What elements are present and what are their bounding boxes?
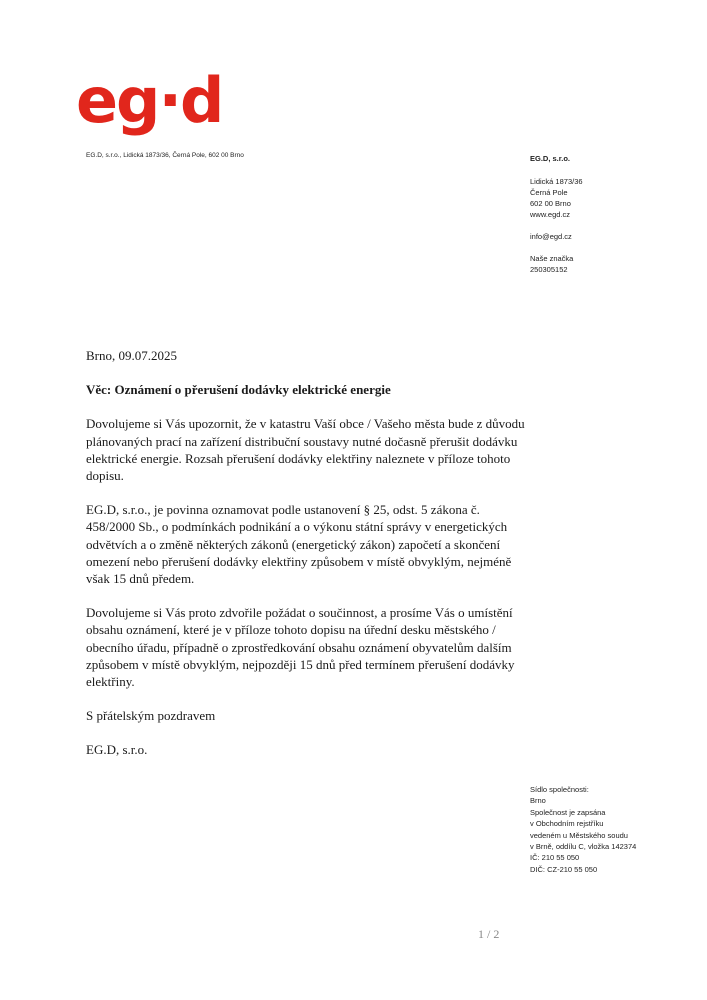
letter-signature: EG.D, s.r.o. — [86, 742, 148, 758]
letter-paragraph: EG.D, s.r.o., je povinna oznamovat podle ustanovení § 25, odst. 5 zákona č. 458/2000 Sb., o podmínkách podnikání a o výkonu státní správy v energetických odvětvích a o změně některých zákonů (energetický zákon) započetí a skončení omezení nebo přerušení dodávky elektřiny způsobem v místě obvyklým, nejméně však 15 dnů předem. — [86, 502, 512, 587]
reference-value: 250305152 — [530, 265, 568, 274]
logo-text-d: d — [180, 64, 223, 137]
logo-text-eg: eg — [76, 64, 159, 137]
contact-block — [530, 153, 680, 275]
letter-date: Brno, 09.07.2025 — [86, 348, 177, 363]
contact-web: www.egd.cz — [530, 210, 571, 219]
registration-dic: DIČ: CZ-210 55 050 — [530, 864, 598, 874]
registration-city: Brno — [530, 796, 546, 806]
reference-label: Naše značka — [530, 254, 574, 263]
contact-email: info@egd.cz — [530, 232, 572, 241]
registration-block — [530, 784, 690, 875]
registration-ico: IČ: 210 55 050 — [530, 853, 580, 863]
contact-city: 602 00 Brno — [530, 199, 571, 208]
letter-subject: Věc: Oznámení o přerušení dodávky elektrické energie — [86, 382, 391, 398]
registration-line: vedeném u Městského soudu — [530, 830, 628, 840]
letter-closing: S přátelským pozdravem — [86, 708, 216, 724]
letter-body — [86, 347, 526, 776]
sender-address-line: EG.D, s.r.o., Lidická 1873/36, Černá Pole, 602 00 Brno — [86, 152, 244, 159]
registration-line: Společnost je zapsána — [530, 807, 606, 817]
contact-company: EG.D, s.r.o. — [530, 154, 571, 163]
registration-line: v Obchodním rejstříku — [530, 819, 604, 829]
company-logo — [76, 64, 223, 137]
letter-paragraph: Dovolujeme si Vás upozornit, že v katastru Vaší obce / Vašeho města bude z důvodu plánovaných prací na zařízení distribuční soustavy nutné dočasně přerušit dodávku elektrické energie. Rozsah přerušení dodávky elektřiny naleznete v příloze tohoto dopisu. — [86, 416, 525, 484]
logo-dot: · — [158, 64, 180, 137]
registration-line: v Brně, oddílu C, vložka 142374 — [530, 842, 637, 852]
letter-paragraph: Dovolujeme si Vás proto zdvořile požádat o součinnost, a prosíme Vás o umístění obsahu oznámení, které je v příloze tohoto dopisu na úřední desku městského / obecního úřadu, případně o zprostředkování obsahu oznámení obyvatelům dalším způsobem v místě obvyklým, nejpozději 15 dnů před termínem přerušení dodávky elektřiny. — [86, 605, 515, 690]
contact-street: Lidická 1873/36 — [530, 177, 583, 186]
page-number: 1 / 2 — [478, 927, 500, 941]
contact-district: Černá Pole — [530, 188, 568, 197]
registration-label: Sídlo společnosti: — [530, 785, 589, 794]
